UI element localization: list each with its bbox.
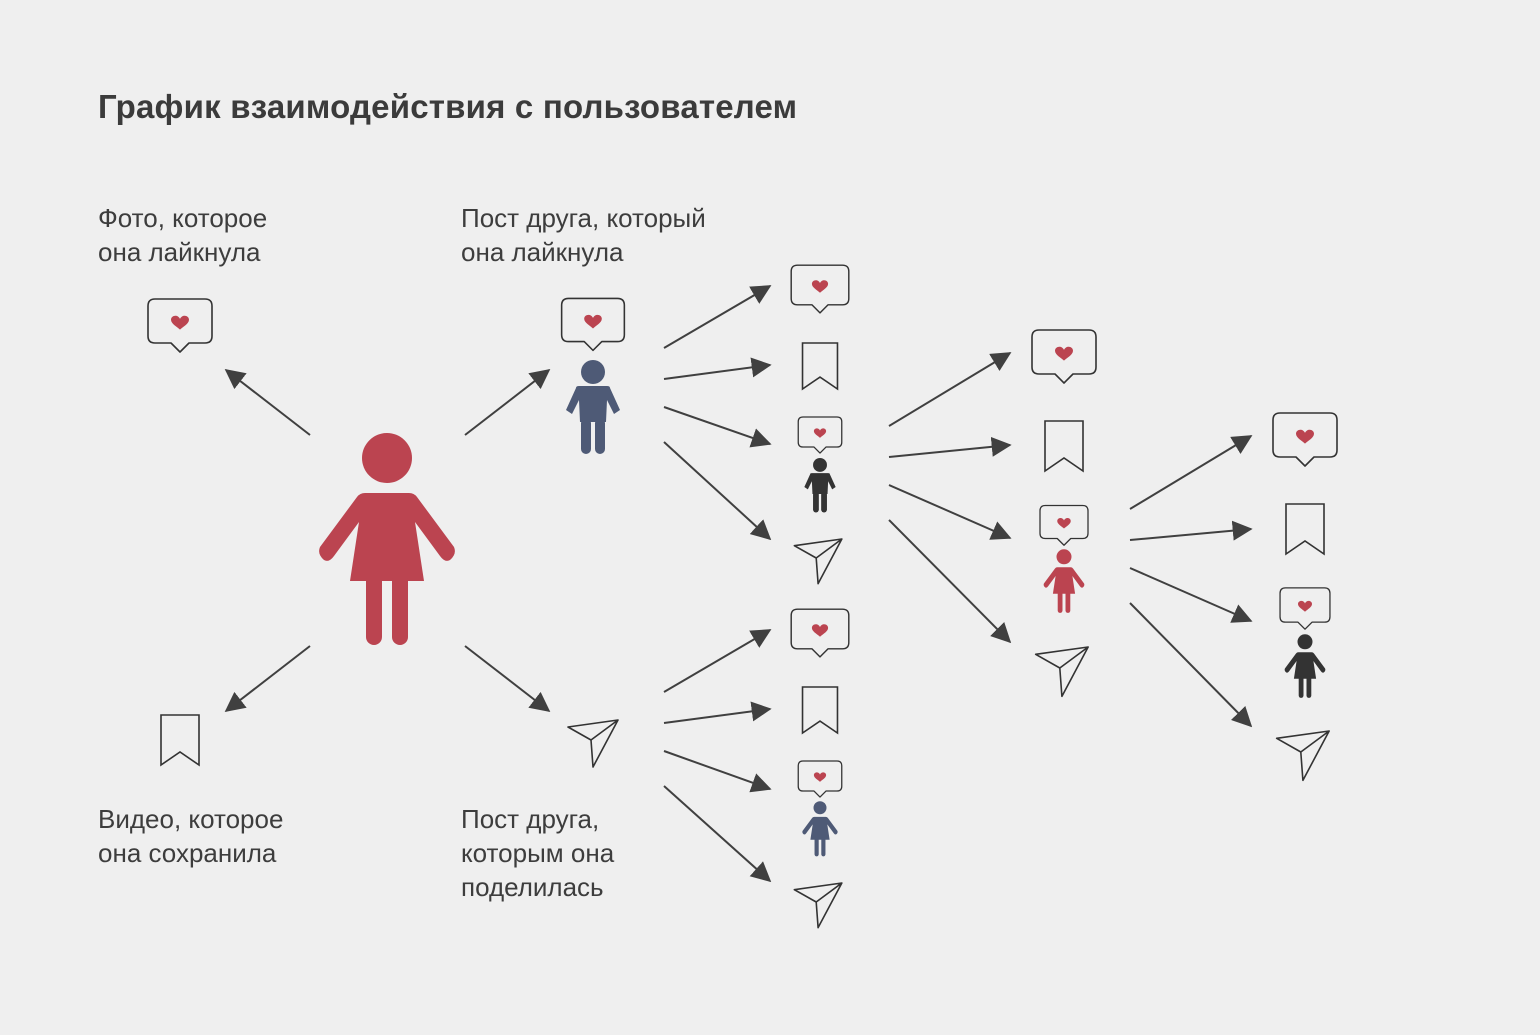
- label-friend-post-shared-line-1: Пост друга,: [461, 804, 600, 834]
- fan-b-small-like-icon: [798, 761, 842, 797]
- arrow-fan-c-2: [889, 445, 1010, 457]
- fan-d-woman-icon: [1285, 634, 1326, 698]
- fan-a-man-icon: [804, 458, 835, 513]
- arrow-fan-d-1: [1130, 436, 1251, 509]
- arrow-fan-d-4: [1130, 603, 1251, 726]
- arrow-fan-c-1: [889, 353, 1010, 426]
- fan-b-plane-icon: [794, 883, 842, 928]
- arrow-fan-b-1: [664, 630, 770, 692]
- fan-b-woman-icon: [802, 801, 837, 856]
- arrow-fan-c-4: [889, 520, 1010, 642]
- friend-share-plane-icon: [568, 720, 618, 767]
- arrow-fan-a-1: [664, 286, 770, 348]
- label-video-saved-line-2: она сохранила: [98, 838, 277, 868]
- fan-c-small-like-icon: [1040, 506, 1088, 546]
- friend-man-icon: [566, 360, 620, 454]
- fan-a-like-icon: [791, 265, 849, 313]
- arrow-fan-a-4: [664, 442, 770, 539]
- fan-d-plane-icon: [1277, 731, 1330, 780]
- friend-post-like-icon: [562, 298, 625, 350]
- arrow-fan-b-2: [664, 709, 770, 723]
- arrow-fan-a-2: [664, 365, 770, 379]
- label-friend-post-liked-line-1: Пост друга, который: [461, 203, 706, 233]
- arrow-to-video: [226, 646, 310, 711]
- arrow-to-friend-liked: [465, 370, 549, 435]
- fan-b-like-icon: [791, 609, 849, 657]
- main-user-woman-icon: [319, 433, 455, 645]
- fan-d-bookmark-icon: [1286, 504, 1324, 554]
- fan-c-woman-icon: [1044, 549, 1085, 613]
- arrow-fan-b-4: [664, 786, 770, 881]
- label-photo-liked-line-1: Фото, которое: [98, 203, 268, 233]
- fan-b-bookmark-icon: [803, 687, 838, 733]
- icons-layer: [148, 265, 1337, 927]
- fan-c-like-icon: [1032, 330, 1096, 383]
- page-title: График взаимодействия с пользователем: [98, 88, 798, 125]
- label-friend-post-liked-line-2: она лайкнула: [461, 237, 624, 267]
- photo-like-icon: [148, 299, 212, 352]
- fan-d-like-icon: [1273, 413, 1337, 466]
- fan-c-plane-icon: [1036, 647, 1089, 696]
- arrow-fan-c-3: [889, 485, 1010, 538]
- arrow-fan-a-3: [664, 407, 770, 444]
- label-photo-liked-line-2: она лайкнула: [98, 237, 261, 267]
- video-bookmark-icon: [161, 715, 199, 765]
- fan-a-small-like-icon: [798, 417, 842, 453]
- arrow-fan-d-2: [1130, 529, 1251, 540]
- fan-a-bookmark-icon: [803, 343, 838, 389]
- label-video-saved-line-1: Видео, которое: [98, 804, 284, 834]
- fan-a-plane-icon: [794, 539, 842, 584]
- arrow-to-friend-shared: [465, 646, 549, 711]
- label-friend-post-shared-line-3: поделилась: [461, 872, 604, 902]
- arrow-to-photo: [226, 370, 310, 435]
- label-friend-post-shared-line-2: которым она: [461, 838, 615, 868]
- fan-d-small-like-icon: [1280, 588, 1330, 629]
- fan-c-bookmark-icon: [1045, 421, 1083, 471]
- arrow-fan-d-3: [1130, 568, 1251, 621]
- arrow-fan-b-3: [664, 751, 770, 789]
